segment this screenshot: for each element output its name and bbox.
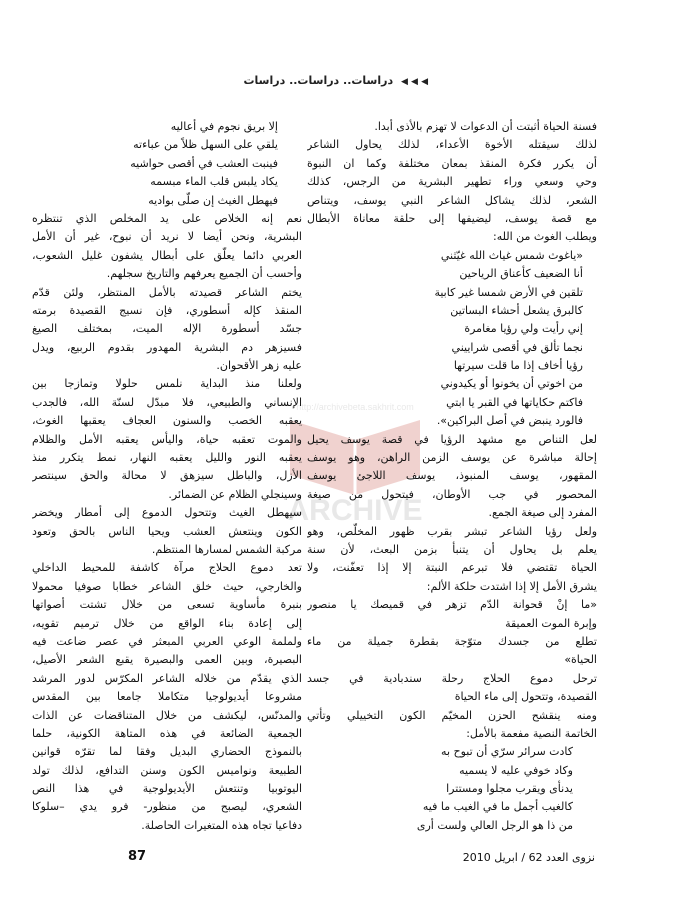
text-line: كادت سرائر سرّي أن تبوح به	[441, 745, 573, 759]
text-line: العربي دائما يعلّق على أبطال يشفون غليل الشعوب،	[32, 248, 302, 262]
text-line: ترحل دموع الحلاج رحلة سندبادية في جسد	[307, 671, 597, 685]
text-line: تطلع من جسدك متوّجة بقطرة جميلة من ماء	[307, 634, 597, 648]
text-line: تعد دموع الحلاج مرآة كاشفة للمحيط الداخلي	[32, 561, 302, 575]
text-line: من اخوتي أن يخونوا أو يكيدوني	[440, 377, 583, 391]
text-line: ولملمة الوعي العربي المبعثر في عصر ضاعت فيه	[32, 634, 302, 648]
text-line: فاكتم حكاياتها في القبر يا ابتي	[446, 395, 583, 409]
text-line: يشرق الأمل إلا إذا اشتدت حلكة الألم:	[426, 579, 597, 593]
text-line: يلقي على السهل ظلاً من عباءته	[133, 138, 278, 152]
text-line: «ما إنْ قحوانة الدّم تزهر في قميصك يا منصور	[307, 598, 597, 612]
text-line: والموت تعقبه حياة، واليأس يعقبه الأمل والظلام	[32, 432, 302, 446]
text-line: البشرية، ونحن أيضا لا نريد أن نبوح، غير أن الأمل	[32, 230, 302, 244]
text-line: فالورد ينبض في أصل البراكين».	[436, 414, 583, 428]
page-number: 87	[128, 849, 147, 864]
text-line: كالغيب أجمل ما في الغيب ما فيه	[422, 800, 573, 814]
text-line: جسّد أسطورة الإله الميت، بمختلف الصيغ	[32, 322, 302, 336]
text-line: إلا بريق نجوم في أعاليه	[170, 120, 278, 133]
text-line: لذلك سيقتله الأخوة الأعداء، لذلك يحاول الشاعر	[307, 138, 597, 152]
text-line: الحياة»	[564, 653, 597, 667]
text-line: ويطلب الغوث من الله:	[492, 230, 597, 244]
text-line: بالنموذج الحضاري البديل وفقا لما تقرّه قوانين	[32, 745, 302, 759]
text-line: الخاتمة النصية مفعمة بالأمل:	[466, 726, 597, 740]
text-line: الحياة تقتضي فلا تبرعم النبتة إلا إذا تعفّنت، ولا	[307, 561, 597, 575]
issue-info: نزوى العدد 62 / ابريل 2010	[462, 851, 595, 864]
text-line: دفاعيا تجاه هذه المتغيرات الحاصلة.	[141, 818, 302, 832]
text-line: الجمعية الضائعة في هذه المتاهة الكونية، حلما	[32, 726, 302, 740]
text-line: يعقبه الخصب والسنون العجاف يعقبها الغوث،	[32, 414, 302, 428]
text-line: ومنه ينقشح الحزن المخيّم الكون التخييلي وتأتي	[307, 708, 597, 722]
text-line: مركبة الشمس لمسارها المنتظم.	[151, 542, 302, 556]
text-line: الشعري، ليصبح من منظور- فرو يدي –سلوكا	[32, 800, 302, 814]
text-line: وكاد خوفي عليه لا يسميه	[459, 763, 573, 777]
text-line: الشعر، لذلك يشاكل الشاعر النبي يوسف، ويتناص	[307, 193, 597, 207]
text-line: اليوتوبيا وتنتعش الأيديولوجية في هذا النص	[32, 782, 302, 796]
text-line: بنبرة مأساوية تسعى من خلال تشتت أصواتها	[32, 598, 302, 612]
text-line: يكاد يلبس قلب الماء مبسمه	[150, 175, 278, 189]
text-line: فسيزهر دم البشرية المهدور بقدوم الربيع، ويدل	[32, 340, 302, 354]
text-line: إلى إعادة بناء الواقع من خلال ترميم تقويه،	[32, 616, 302, 630]
text-line: إحالة مباشرة عن يوسف الزمن الراهن، وهو يوسف	[307, 451, 597, 465]
text-line: رؤيا أخاف إذا ما قلت سيرتها	[453, 359, 583, 373]
text-line: مشروعا أيديولوجيا متكاملا جامعا بين المقدس	[32, 690, 302, 704]
text-line: من ذا هو الرجل العالي ولست أرى	[416, 818, 573, 832]
section-header	[128, 74, 428, 87]
text-line: كالبرق يشعل أحشاء البساتين	[450, 303, 583, 317]
watermark-text: ARCHIVE	[287, 494, 423, 527]
text-line: نجما تألق في أقصى شراييني	[451, 340, 583, 354]
text-line: «ياغوث شمس غياث الله غيّثني	[440, 248, 583, 262]
text-line: البصيرة، وبين العمى والبصيرة يقبع الشعر الأصيل،	[32, 653, 302, 667]
text-line: ولعلنا منذ البداية نلمس حلولا وتمازجا بين	[32, 377, 302, 391]
text-line: فسنة الحياة أثبتت أن الدعوات لا تهزم بالأذى أبدا.	[374, 120, 597, 133]
text-line: يدنأى ويقرب مجلوا ومستترا	[446, 782, 573, 796]
text-line: والخارجي، حيث خلق الشاعر خطابا صوفيا محمولا	[32, 579, 302, 593]
text-line: وحي وسعي وراء تطهير البشرية من الرجس، كذلك	[307, 175, 597, 189]
text-line: المفرد إلى صيغة الجمع.	[488, 506, 597, 520]
text-line: وإبرة الموت العميقة	[505, 616, 597, 630]
text-line: المحصور في جب الأوطان، فيتحول من صيغة	[307, 487, 597, 501]
text-line: والمدنّس، ليكشف من خلال المتناقضات عن الذات	[32, 708, 302, 722]
text-line: الإنساني والطبيعي، فلا مبدّل لسنّة الله، فالجدب	[32, 395, 302, 409]
text-line: مع قصة يوسف، ليضيفها إلى حلقة معاناة الأبطال	[307, 211, 597, 225]
text-line: القصيدة، وتتحول إلى ماء الحياة	[454, 690, 597, 704]
text-line: إني رأيت ولي رؤيا مغامرة	[464, 322, 583, 336]
text-line: الأزل، والباطل سيزهق لا محالة والحق سينتصر	[32, 469, 302, 483]
text-line: وسينجلي الظلام عن الضمائر.	[168, 487, 302, 501]
text-line: وأحسب أن الجميع يعرفهم والتاريخ سجلهم.	[106, 267, 302, 281]
text-line: فيهطل الغيث إن صلّى بواديه	[148, 193, 278, 207]
watermark-url: http://archivebeta.sakhrit.com	[296, 402, 414, 412]
right-column	[307, 118, 597, 835]
text-line: المقهور، يوسف المنبوذ، يوسف اللاجئ يوسف	[307, 469, 597, 483]
text-line: يعلم بل يحاول أن يتنبأ بزمن البعث، لأن سنة	[307, 542, 597, 556]
header-text: دراسات.. دراسات.. دراسات	[243, 74, 394, 87]
text-line: عليه زهر الأقحوان.	[216, 359, 302, 373]
text-line: أن يكرر فكرة المنقذ بمعان مختلفة وكما ان النبوة	[307, 156, 597, 170]
left-column	[32, 118, 302, 835]
text-line: الذي يقدّم من خلاله الشاعر المكرّس لدور المرشد	[32, 671, 302, 685]
text-line: الكون وينتعش العشب ويحيا الناس بالحق وتعود	[32, 524, 302, 538]
text-line: فينبت العشب في أقصى حواشيه	[130, 156, 278, 170]
text-line: يختم الشاعر قصيدته بالأمل المنتظر، ولئن قدّم	[32, 285, 302, 299]
text-line: سيهطل الغيث وتتحول الدموع إلى أمطار ويخضر	[32, 506, 302, 520]
text-line: أنا الضعيف كأعناق الرياحين	[459, 267, 583, 281]
text-line: المنقذ كإله أسطوري، فإن نسيج القصيدة برمته	[32, 303, 302, 317]
header-arrows: ◀ ◀ ◀	[400, 77, 428, 87]
text-line: يعقبه النور والليل يعقبه النهار، نمط يتكرر منذ	[32, 451, 302, 465]
text-line: الطبيعة ونواميس الكون وسنن التدافع، لذلك تولد	[32, 763, 302, 777]
text-line: ولعل رؤيا الشاعر تبشر بقرب ظهور المخلّص، وهو	[307, 524, 597, 538]
text-line: لعل التناص مع مشهد الرؤيا في قصة يوسف يحيل	[307, 432, 597, 446]
text-line: نعم إنه الخلاص على يد المخلص الذي تنتظره	[32, 211, 302, 225]
text-line: تلقين في الأرض شمسا غير كابية	[434, 285, 583, 299]
